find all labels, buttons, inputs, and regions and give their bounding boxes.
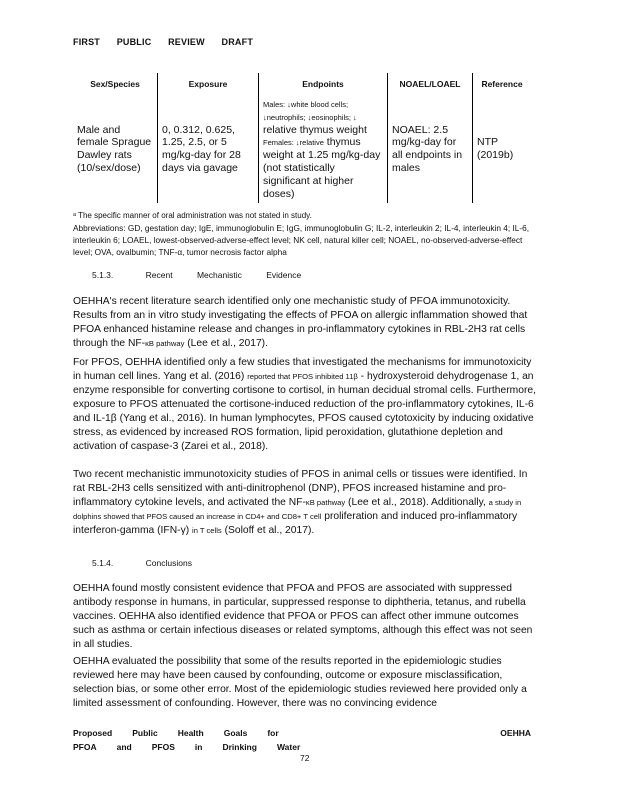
text-run: - hydroxysteroid dehydrogenase 1, an enzyme responsible for converting cortisone to cortisol, in human decidual stromal cells. Furthermore, exposure to PFOS attenuated the cortisone-induced reduction of the pro-inflammatory cytokines, IL-6 and IL-1β (Yang et al., 2016). In human lymphocytes, PFOS caused cytotoxicity by inducing oxidative stress, as evidenced by increased ROS formation, lipid peroxidation, glutathione depletion and activation of caspase-3 (Zarei et al., 2018). — [73, 371, 536, 452]
footer-line-2 — [73, 740, 531, 754]
table-footnotes — [73, 210, 543, 258]
cell-reference: NTP (2019b) — [473, 95, 532, 203]
footer-org: OEHHA — [500, 728, 531, 738]
endpoint-males-small: : ↓white blood cells; ↓neutrophils; ↓eosinophils; ↓ — [263, 100, 357, 122]
text-run: OEHHA's recent literature search identified only one mechanistic study of PFOA immunotoxicity. Results from an in vitro study investigating the effects of PFOA on allergic inflammation showed that PFOA enhanced histamine release and changes in pro-inflammatory cytokines in RBL-2H3 rat cells through the NF- — [73, 296, 528, 349]
section-title-word: Recent — [145, 270, 173, 280]
toxicity-table — [73, 73, 531, 203]
footer-word: for — [267, 728, 279, 738]
footer-word: Water — [276, 742, 301, 752]
footer-word: PFOA — [73, 742, 97, 752]
header-word: DRAFT — [221, 37, 254, 47]
footer-word: in — [194, 742, 203, 752]
footer-word: Proposed — [73, 728, 113, 738]
text-run: (Lee et al., 2017). — [184, 338, 268, 349]
text-run: (Soloff et al., 2017). — [221, 525, 315, 536]
paragraph-conclusions-2: OEHHA evaluated the possibility that some of the results reported in the epidemiologic studies reviewed here may have been caused by confounding, outcome or exposure misclassification, selection bias, or some other error. Most of the epidemiologic studies reviewed here provided only a limited assessment of confounding. However, there was no convincing evidence — [73, 656, 527, 709]
col-header-species: Sex/Species — [90, 79, 140, 89]
text-run: (Lee et al., 2018). Additionally, — [345, 497, 489, 508]
page-number: 72 — [300, 753, 310, 763]
paragraph-pfoa-mechanistic — [73, 295, 541, 351]
paragraph-conclusions-1: OEHHA found mostly consistent evidence that PFOA and PFOS are associated with suppressed antibody response in humans, in particular, suppressed response to diphtheria, tetanus, and rubella vaccines. OEHHA also identified evidence that PFOA or PFOS can affect other immune outcomes such as asthma or certain infectious diseases or related symptoms, although this effect was not seen in all studies. — [73, 583, 533, 650]
section-title-word: Mechanistic — [196, 270, 242, 280]
cell-noael: NOAEL: 2.5 mg/kg-day for all endpoints in males — [388, 95, 473, 203]
endpoint-males-label: Males — [263, 100, 284, 109]
section-heading-conclusions — [92, 558, 192, 568]
footer-word: Goals — [223, 728, 248, 738]
footnote-a: ᵃ The specific manner of oral administration was not stated in study. — [73, 211, 312, 220]
header-word: FIRST — [73, 37, 100, 47]
col-header-reference: Reference — [473, 73, 532, 95]
table-header-row — [73, 73, 531, 95]
text-run: reported that PFOS inhibited 11β — [247, 372, 358, 381]
endpoint-females-small: : ↓relative — [291, 138, 324, 148]
text-run: in T cells — [192, 526, 222, 535]
footer-word: and — [116, 742, 132, 752]
abbreviations: Abbreviations: GD, gestation day; IgE, immunoglobulin E; IgG, immunoglobulin G; IL-2, interleukin 2; IL-4, interleukin 4; IL-6, interleukin 6; LOAEL, lowest-observed-adverse-effect level; NK cell, natural killer cell; NOAEL, no-observed-adverse-effect level; OVA, ovalbumin; TNF-α, tumor necrosis factor alpha — [73, 223, 530, 257]
header-word: REVIEW — [168, 37, 205, 47]
page-footer — [73, 726, 531, 754]
cell-endpoints — [259, 95, 388, 203]
footer-line-1 — [73, 726, 531, 740]
paragraph-pfos-animal — [73, 468, 541, 538]
endpoint-males-text: relative thymus weight — [263, 123, 367, 136]
section-title-word: Conclusions — [145, 558, 192, 568]
section-title-word: Evidence — [266, 270, 302, 280]
text-run: For PFOS, OEHHA identified only a few studies that investigated the mechanisms for immunotoxicity in human cell lines. Yang et al. (2016) — [73, 357, 532, 382]
col-header-endpoints: Endpoints — [259, 73, 388, 95]
text-run: Two recent mechanistic immunotoxicity studies of PFOS in animal cells or tissues were identified. In rat RBL-2H3 cells sensitized with anti-dinitrophenol (DNP), PFOS increased histamine and pro-inflammatory cytokine levels, and activated the NF- — [73, 469, 528, 508]
footer-word: Health — [177, 728, 204, 738]
cell-exposure: 0, 0.312, 0.625, 1.25, 2.5, or 5 mg/kg-day for 28 days via gavage — [158, 95, 259, 203]
text-run: κB pathway — [305, 498, 346, 507]
table-row — [73, 95, 531, 203]
endpoint-females-text: thymus weight at 1.25 mg/kg-day (not statistically significant at higher doses) — [263, 136, 381, 200]
section-number: 5.1.4. — [92, 558, 114, 568]
footer-word: Drinking — [222, 742, 257, 752]
text-run: a study in dolphins showed that PFOS caused an increase in CD4+ and CD8+ T cell — [73, 498, 522, 521]
footer-word: Public — [132, 728, 158, 738]
header-word: PUBLIC — [116, 37, 152, 47]
cell-species: Male and female Sprague Dawley rats (10/sex/dose) — [77, 123, 152, 174]
footer-word: PFOS — [151, 742, 175, 752]
page-header — [73, 37, 267, 47]
text-run: proliferation and induced pro-inflammatory interferon-gamma (IFN-γ) — [73, 511, 518, 536]
paragraph-pfos-human — [73, 356, 541, 454]
section-heading-recent-mechanistic — [92, 270, 301, 280]
text-run: κB pathway — [145, 339, 185, 348]
endpoint-females-label: Females — [263, 138, 292, 148]
col-header-noael: NOAEL/LOAEL — [388, 73, 473, 95]
col-header-exposure: Exposure — [158, 73, 259, 95]
section-number: 5.1.3. — [92, 270, 114, 280]
